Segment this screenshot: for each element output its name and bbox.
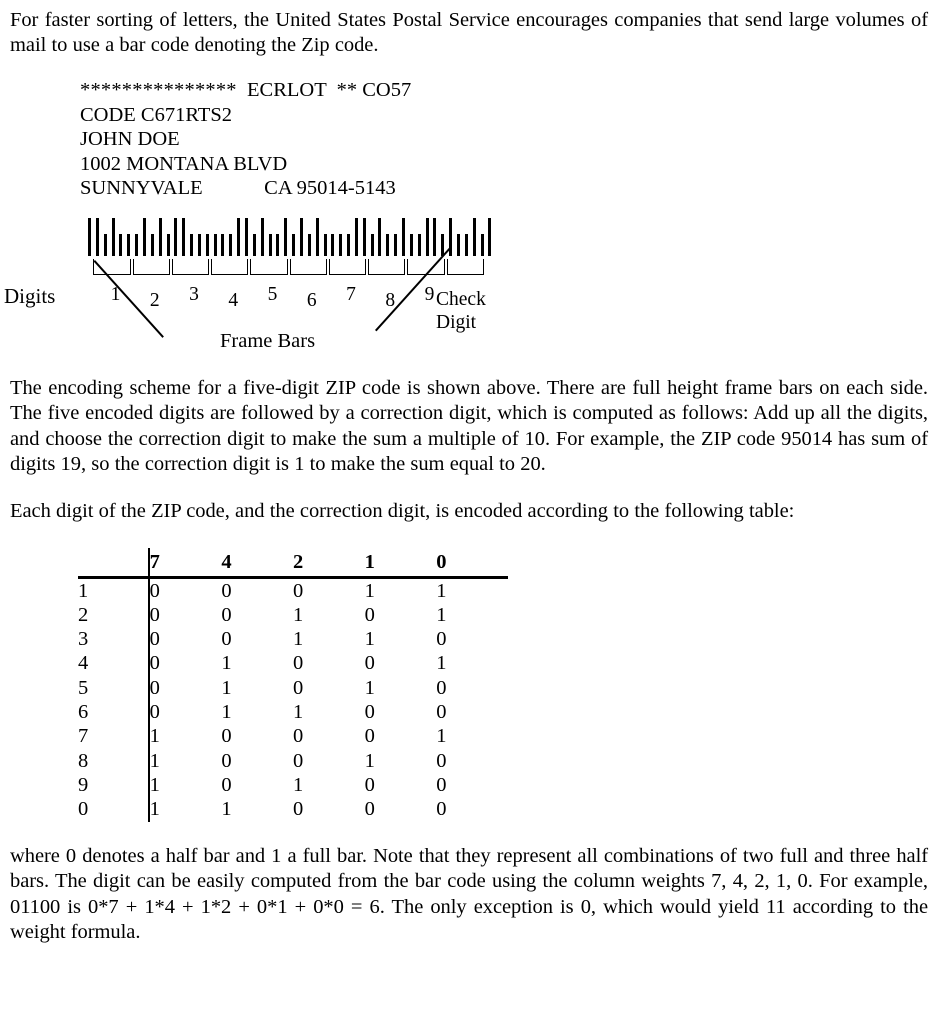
encoding-table	[78, 548, 508, 822]
table-row	[78, 676, 508, 700]
encoding-bit-cell: 0	[364, 652, 375, 675]
barcode-digit-labels-row	[0, 282, 938, 352]
encoding-bit-cell: 1	[149, 773, 160, 796]
table-row	[78, 603, 508, 627]
barcode-digit-label: 6	[306, 290, 317, 311]
barcode-digit-label: 8	[385, 290, 396, 311]
encoding-bit-cell: 0	[364, 798, 375, 821]
table-intro-paragraph: Each digit of the ZIP code, and the correction digit, is encoded according to the following table:	[10, 500, 795, 522]
column-weight-header: 1	[364, 551, 375, 573]
encoding-bit-cell: 0	[292, 725, 304, 748]
barcode-full-bar	[433, 218, 436, 256]
envelope-state-zip: CA 95014-5143	[264, 177, 396, 200]
barcode-full-bar	[159, 218, 162, 256]
check-digit-label	[436, 288, 516, 334]
barcode-half-bar	[481, 234, 484, 256]
barcode-digit-label: 5	[267, 284, 278, 305]
encoding-bit-cell: 1	[149, 798, 160, 821]
barcode-digit-label: 4	[228, 290, 239, 311]
encoding-bit-cell: 1	[221, 652, 232, 675]
table-row	[78, 724, 508, 748]
encoding-bit-cell: 0	[221, 579, 232, 602]
digit-group-bracket	[211, 259, 248, 275]
encoding-bit-cell: 0	[436, 749, 447, 772]
table-row	[78, 749, 508, 773]
endorsement-asterisks: ***************	[80, 79, 237, 101]
barcode-half-bar	[269, 234, 272, 256]
barcode-full-bar	[488, 218, 491, 256]
table-row	[78, 797, 508, 821]
city-zip-gap	[203, 177, 265, 199]
encoding-bit-cell: 0	[149, 676, 160, 699]
barcode-half-bar	[457, 234, 460, 256]
encoding-table-grid	[78, 548, 508, 822]
barcode-bars	[88, 218, 500, 256]
digit-group-bracket	[172, 259, 209, 275]
endorsement-code: ECRLOT ** CO57	[247, 79, 412, 101]
encoding-bit-cell: 0	[221, 749, 232, 772]
row-digit-label: 5	[78, 676, 89, 699]
encoding-bit-cell: 1	[436, 725, 447, 748]
barcode-full-bar	[182, 218, 185, 256]
envelope-street-line: 1002 MONTANA BLVD	[80, 152, 288, 175]
table-row	[78, 579, 508, 603]
encoding-bit-cell: 1	[364, 749, 375, 772]
table-row	[78, 651, 508, 675]
closing-paragraph: where 0 denotes a half bar and 1 a full bar. Note that they represent all combinations of two full and three half bars. The digit can be easily computed from the bar code using the column weights 7, 4, 2, 1, 0. For example, 01100 is 0*7 + 1*4 + 1*2 + 0*1 + 0*0 = 6. The only exception is 0, which would yield 11 according to the weight formula.	[10, 845, 928, 944]
table-corner-cell	[78, 548, 149, 576]
barcode-digit-label: 3	[189, 284, 199, 305]
barcode-full-bar	[143, 218, 146, 256]
barcode-half-bar	[119, 234, 122, 256]
encoding-bit-cell: 0	[436, 676, 447, 699]
digit-group-bracket	[250, 259, 287, 275]
barcode-digit-label: 7	[346, 284, 356, 305]
endorsement-text	[237, 79, 247, 101]
row-digit-label: 0	[78, 798, 89, 821]
encoding-bit-cell: 0	[292, 749, 304, 772]
envelope-city: SUNNYVALE	[80, 177, 203, 200]
encoding-bit-cell: 1	[364, 676, 375, 699]
barcode-half-bar	[292, 234, 295, 256]
barcode-digit-label: 9	[424, 284, 435, 305]
barcode-full-bar	[363, 218, 366, 256]
barcode-half-bar	[151, 234, 154, 256]
barcode-half-bar	[167, 234, 170, 256]
barcode-half-bar	[331, 234, 334, 256]
barcode-half-bar	[206, 234, 209, 256]
barcode-half-bar	[418, 234, 421, 256]
row-digit-label: 4	[78, 652, 89, 675]
envelope-name-line: JOHN DOE	[80, 128, 180, 151]
encoding-bit-cell: 0	[149, 652, 160, 675]
encoding-bit-cell: 0	[364, 725, 375, 748]
barcode-half-bar	[371, 234, 374, 256]
encoding-bit-cell: 0	[221, 725, 232, 748]
check-digit-label-line-2: Digit	[436, 312, 477, 333]
barcode-full-bar	[473, 218, 476, 256]
barcode-half-bar	[190, 234, 193, 256]
barcode-full-bar	[261, 218, 264, 256]
envelope-address-block	[80, 78, 411, 201]
barcode-full-bar	[245, 218, 248, 256]
barcode-half-bar	[324, 234, 327, 256]
encoding-explanation-paragraph: The encoding scheme for a five-digit ZIP code is shown above. There are full height frame bars on each side. The five encoded digits are followed by a correction digit, which is computed as follows: Add up all the digits, and choose the correction digit to make the sum a multiple of 10. For example, the ZIP code 95014 has sum of digits 19, so the correction digit is 1 to make the sum equal to 20.	[10, 377, 928, 476]
digit-group-bracket	[447, 259, 484, 275]
row-digit-label: 1	[78, 579, 89, 602]
encoding-bit-cell: 0	[149, 701, 160, 724]
barcode-full-bar	[426, 218, 429, 256]
encoding-bit-cell: 0	[436, 798, 447, 821]
barcode-half-bar	[135, 234, 138, 256]
check-digit-label-line-1: Check	[436, 289, 486, 310]
barcode-half-bar	[214, 234, 217, 256]
table-row	[78, 773, 508, 797]
envelope-city-state-zip-line	[80, 176, 411, 201]
barcode-half-bar	[276, 234, 279, 256]
encoding-bit-cell: 0	[149, 628, 160, 651]
encoding-bit-cell: 1	[149, 749, 160, 772]
encoding-bit-cell: 1	[292, 603, 304, 626]
barcode-half-bar	[465, 234, 468, 256]
barcode-full-bar	[88, 218, 91, 256]
barcode-half-bar	[104, 234, 107, 256]
table-row	[78, 627, 508, 651]
row-digit-label: 8	[78, 749, 89, 772]
envelope-endorsement-line	[80, 78, 411, 103]
encoding-bit-cell: 1	[364, 628, 375, 651]
encoding-bit-cell: 0	[221, 773, 232, 796]
barcode-full-bar	[378, 218, 381, 256]
barcode-digit-brackets	[88, 259, 500, 281]
barcode-full-bar	[300, 218, 303, 256]
encoding-bit-cell: 0	[292, 652, 304, 675]
encoding-table-body	[78, 579, 508, 822]
encoding-bit-cell: 1	[436, 579, 447, 602]
table-row	[78, 700, 508, 724]
encoding-bit-cell: 0	[149, 603, 160, 626]
row-digit-label: 7	[78, 725, 89, 748]
column-weight-header: 2	[292, 551, 304, 573]
row-digit-label: 9	[78, 773, 89, 796]
encoding-bit-cell: 1	[221, 676, 232, 699]
encoding-bit-cell: 1	[149, 725, 160, 748]
column-weight-header: 4	[221, 551, 232, 573]
barcode-half-bar	[347, 234, 350, 256]
barcode-half-bar	[229, 234, 232, 256]
encoding-bit-cell: 0	[364, 701, 375, 724]
encoding-bit-cell: 0	[149, 579, 160, 602]
barcode-full-bar	[174, 218, 177, 256]
barcode-full-bar	[237, 218, 240, 256]
encoding-bit-cell: 0	[436, 701, 447, 724]
encoding-bit-cell: 0	[292, 676, 304, 699]
barcode-full-bar	[112, 218, 115, 256]
encoding-bit-cell: 0	[436, 773, 447, 796]
row-digit-label: 3	[78, 628, 89, 651]
encoding-bit-cell: 1	[292, 773, 304, 796]
frame-bars-label: Frame Bars	[220, 330, 316, 352]
digits-axis-label: Digits	[4, 284, 56, 308]
column-weight-header: 7	[149, 551, 160, 573]
encoding-bit-cell: 1	[364, 579, 375, 602]
barcode-full-bar	[284, 218, 287, 256]
intro-paragraph: For faster sorting of letters, the United States Postal Service encourages companies that send large volumes of mail to use a bar code denoting the Zip code.	[10, 9, 928, 57]
barcode-full-bar	[355, 218, 358, 256]
barcode-half-bar	[127, 234, 130, 256]
encoding-bit-cell: 0	[364, 603, 375, 626]
column-weight-header: 0	[436, 551, 447, 573]
barcode-full-bar	[402, 218, 405, 256]
barcode-half-bar	[198, 234, 201, 256]
barcode-half-bar	[221, 234, 224, 256]
encoding-bit-cell: 1	[436, 652, 447, 675]
barcode-half-bar	[394, 234, 397, 256]
encoding-bit-cell: 1	[292, 701, 304, 724]
encoding-bit-cell: 0	[292, 579, 304, 602]
digit-group-bracket	[329, 259, 366, 275]
barcode-digit-label: 1	[110, 284, 121, 305]
encoding-bit-cell: 1	[221, 701, 232, 724]
barcode-full-bar	[449, 218, 452, 256]
digit-group-bracket	[133, 259, 170, 275]
encoding-bit-cell: 0	[364, 773, 375, 796]
table-header-row	[78, 548, 508, 576]
barcode-half-bar	[410, 234, 413, 256]
encoding-bit-cell: 0	[221, 628, 232, 651]
barcode-half-bar	[339, 234, 342, 256]
barcode-digit-label: 2	[149, 290, 160, 311]
digit-group-bracket	[368, 259, 405, 275]
row-digit-label: 2	[78, 603, 89, 626]
encoding-bit-cell: 0	[221, 603, 232, 626]
envelope-code-line: CODE C671RTS2	[80, 103, 232, 126]
encoding-bit-cell: 1	[436, 603, 447, 626]
encoding-bit-cell: 0	[436, 628, 447, 651]
encoding-table-head	[78, 548, 508, 579]
barcode-full-bar	[316, 218, 319, 256]
row-digit-label: 6	[78, 701, 89, 724]
barcode-half-bar	[253, 234, 256, 256]
digit-group-bracket	[290, 259, 327, 275]
encoding-bit-cell: 0	[292, 798, 304, 821]
encoding-bit-cell: 1	[221, 798, 232, 821]
barcode-half-bar	[386, 234, 389, 256]
barcode-half-bar	[308, 234, 311, 256]
barcode-full-bar	[96, 218, 99, 256]
postnet-barcode	[88, 218, 500, 281]
encoding-bit-cell: 1	[292, 628, 304, 651]
